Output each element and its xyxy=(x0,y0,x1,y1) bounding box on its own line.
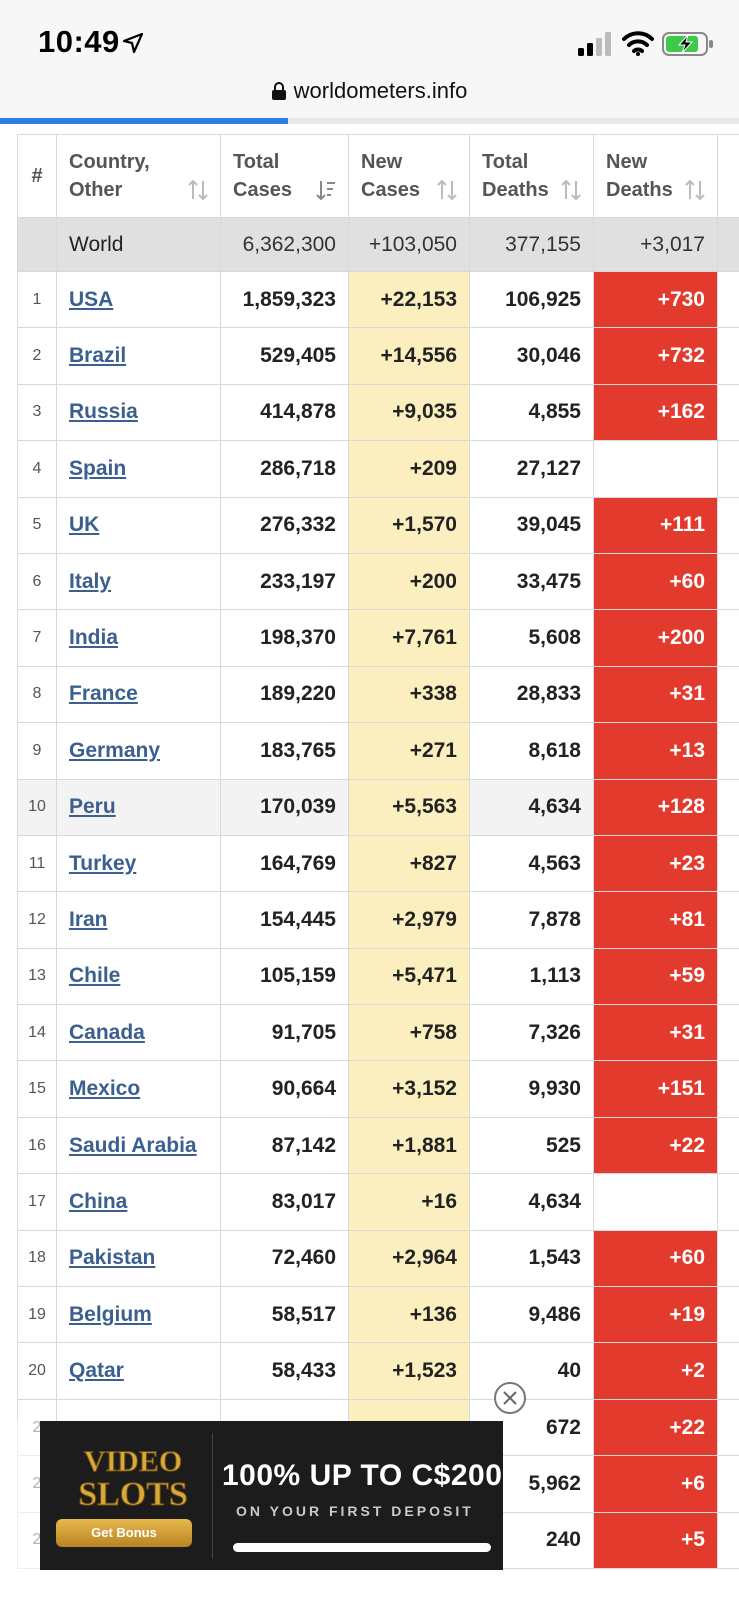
row-total-deaths: 4,563 xyxy=(470,835,594,891)
sort-icon[interactable] xyxy=(561,179,581,201)
world-total-cases: 6,362,300 xyxy=(221,218,349,272)
row-total-deaths: 7,326 xyxy=(470,1005,594,1061)
row-new-deaths: +200 xyxy=(594,610,718,666)
row-extra xyxy=(718,1117,739,1173)
row-num: 5 xyxy=(18,497,57,553)
table-row xyxy=(18,1174,739,1230)
row-new-cases: +209 xyxy=(349,441,470,497)
row-extra xyxy=(718,553,739,609)
table-row xyxy=(18,892,739,948)
row-extra xyxy=(718,497,739,553)
row-total-deaths: 525 xyxy=(470,1117,594,1173)
covid-table xyxy=(17,134,739,1569)
table-row xyxy=(18,948,739,1004)
row-extra xyxy=(718,1399,739,1455)
table-row xyxy=(18,1230,739,1286)
row-extra xyxy=(718,948,739,1004)
row-new-cases: +3,152 xyxy=(349,1061,470,1117)
row-num: 17 xyxy=(18,1174,57,1230)
row-extra xyxy=(718,328,739,384)
row-country xyxy=(57,328,221,384)
row-extra xyxy=(718,1343,739,1399)
row-country xyxy=(57,272,221,328)
lock-icon xyxy=(272,82,286,100)
row-country xyxy=(57,1287,221,1343)
header-total-cases-line2: Cases xyxy=(233,179,292,201)
status-time: 10:49 xyxy=(38,24,120,59)
row-new-deaths: +128 xyxy=(594,779,718,835)
country-link[interactable]: Saudi Arabia xyxy=(69,1133,197,1157)
row-new-deaths: +60 xyxy=(594,553,718,609)
row-total-cases: 183,765 xyxy=(221,723,349,779)
row-new-deaths xyxy=(594,441,718,497)
row-extra xyxy=(718,272,739,328)
row-country xyxy=(57,1174,221,1230)
row-num: 20 xyxy=(18,1343,57,1399)
country-link[interactable]: Mexico xyxy=(69,1077,141,1101)
row-total-deaths: 9,486 xyxy=(470,1287,594,1343)
row-extra xyxy=(718,1230,739,1286)
header-country[interactable] xyxy=(57,135,221,218)
row-extra xyxy=(718,1512,739,1568)
row-new-deaths: +151 xyxy=(594,1061,718,1117)
battery-charging-icon xyxy=(662,32,714,56)
row-total-deaths: 8,618 xyxy=(470,723,594,779)
row-extra xyxy=(718,1174,739,1230)
row-country xyxy=(57,497,221,553)
status-bar xyxy=(0,0,739,80)
row-new-deaths: +60 xyxy=(594,1230,718,1286)
row-extra xyxy=(718,779,739,835)
row-num: 19 xyxy=(18,1287,57,1343)
header-num: # xyxy=(18,135,57,218)
table-header-row xyxy=(18,135,739,218)
row-extra xyxy=(718,384,739,440)
row-country xyxy=(57,835,221,891)
page-load-progress xyxy=(0,118,739,124)
row-new-cases: +1,881 xyxy=(349,1117,470,1173)
header-new-deaths[interactable] xyxy=(594,135,718,218)
ad-headline: 100% UP TO C$200 xyxy=(222,1459,503,1492)
row-total-cases: 72,460 xyxy=(221,1230,349,1286)
ad-subline: ON YOUR FIRST DEPOSIT xyxy=(236,1503,474,1519)
table-row xyxy=(18,723,739,779)
row-new-deaths: +23 xyxy=(594,835,718,891)
country-link[interactable]: USA xyxy=(69,287,114,311)
row-total-deaths: 1,113 xyxy=(470,948,594,1004)
row-new-deaths: +31 xyxy=(594,1005,718,1061)
get-bonus-button[interactable]: Get Bonus xyxy=(56,1519,192,1547)
world-extra xyxy=(718,218,739,272)
row-country xyxy=(57,892,221,948)
row-total-cases: 529,405 xyxy=(221,328,349,384)
row-new-deaths: +162 xyxy=(594,384,718,440)
row-total-cases: 58,433 xyxy=(221,1343,349,1399)
world-row xyxy=(18,218,739,272)
row-total-deaths: 7,878 xyxy=(470,892,594,948)
row-total-cases: 414,878 xyxy=(221,384,349,440)
row-new-deaths: +730 xyxy=(594,272,718,328)
row-new-deaths xyxy=(594,1174,718,1230)
row-country xyxy=(57,1343,221,1399)
url-text: worldometers.info xyxy=(293,78,468,103)
row-new-cases: +7,761 xyxy=(349,610,470,666)
row-total-cases: 58,517 xyxy=(221,1287,349,1343)
ad-divider xyxy=(212,1433,213,1559)
country-link[interactable]: Pakistan xyxy=(69,1246,156,1270)
row-new-cases: +1,570 xyxy=(349,497,470,553)
location-arrow-icon xyxy=(122,32,144,54)
country-link[interactable]: Spain xyxy=(69,456,127,480)
row-new-deaths: +2 xyxy=(594,1343,718,1399)
header-country-line2: Other xyxy=(69,179,123,201)
row-num: 6 xyxy=(18,553,57,609)
row-total-deaths: 9,930 xyxy=(470,1061,594,1117)
header-total-cases[interactable] xyxy=(221,135,349,218)
row-country xyxy=(57,610,221,666)
sort-icon[interactable] xyxy=(685,179,705,201)
row-new-deaths: +5 xyxy=(594,1512,718,1568)
table-row xyxy=(18,328,739,384)
row-new-deaths: +19 xyxy=(594,1287,718,1343)
country-link[interactable]: India xyxy=(69,626,119,650)
country-link[interactable]: France xyxy=(69,682,138,706)
header-total-deaths-line1: Total xyxy=(482,151,529,173)
row-new-cases: +9,035 xyxy=(349,384,470,440)
row-num: 12 xyxy=(18,892,57,948)
row-total-deaths: 5,608 xyxy=(470,610,594,666)
row-new-cases: +271 xyxy=(349,723,470,779)
world-num xyxy=(18,218,57,272)
row-total-deaths: 4,634 xyxy=(470,1174,594,1230)
sort-icon[interactable] xyxy=(437,179,457,201)
table-row xyxy=(18,553,739,609)
row-num: 7 xyxy=(18,610,57,666)
row-country xyxy=(57,384,221,440)
row-total-cases: 154,445 xyxy=(221,892,349,948)
row-num: 1 xyxy=(18,272,57,328)
table-row xyxy=(18,1005,739,1061)
cellular-signal-icon xyxy=(578,32,614,56)
row-country xyxy=(57,779,221,835)
world-total-deaths: 377,155 xyxy=(470,218,594,272)
row-new-deaths: +13 xyxy=(594,723,718,779)
ad-close-button[interactable] xyxy=(494,1382,526,1414)
row-num: 4 xyxy=(18,441,57,497)
row-total-deaths: 1,543 xyxy=(470,1230,594,1286)
country-link[interactable]: Qatar xyxy=(69,1359,124,1383)
world-new-cases: +103,050 xyxy=(349,218,470,272)
row-new-cases: +200 xyxy=(349,553,470,609)
row-new-deaths: +6 xyxy=(594,1456,718,1512)
table-row xyxy=(18,666,739,722)
country-link[interactable]: Brazil xyxy=(69,344,127,368)
header-country-line1: Country, xyxy=(69,151,150,173)
row-new-cases: +14,556 xyxy=(349,328,470,384)
row-total-cases: 1,859,323 xyxy=(221,272,349,328)
country-link[interactable]: China xyxy=(69,1189,128,1213)
row-total-cases: 105,159 xyxy=(221,948,349,1004)
row-num: 18 xyxy=(18,1230,57,1286)
wifi-icon xyxy=(622,30,654,56)
country-link[interactable]: Russia xyxy=(69,400,138,424)
row-extra xyxy=(718,1061,739,1117)
table-row xyxy=(18,441,739,497)
row-new-cases: +5,471 xyxy=(349,948,470,1004)
row-extra xyxy=(718,1456,739,1512)
table-row xyxy=(18,384,739,440)
row-new-deaths: +732 xyxy=(594,328,718,384)
row-total-cases: 189,220 xyxy=(221,666,349,722)
row-num: 3 xyxy=(18,384,57,440)
row-num: 9 xyxy=(18,723,57,779)
sort-desc-icon[interactable] xyxy=(316,179,336,201)
row-new-cases: +22,153 xyxy=(349,272,470,328)
row-num: 16 xyxy=(18,1117,57,1173)
row-extra xyxy=(718,892,739,948)
header-new-cases-line1: New xyxy=(361,151,403,173)
row-new-cases: +2,979 xyxy=(349,892,470,948)
row-total-deaths: 4,855 xyxy=(470,384,594,440)
row-new-deaths: +59 xyxy=(594,948,718,1004)
row-total-deaths: 240 xyxy=(470,1512,594,1568)
row-new-cases: +758 xyxy=(349,1005,470,1061)
row-country xyxy=(57,441,221,497)
close-icon xyxy=(502,1390,518,1406)
row-num: 14 xyxy=(18,1005,57,1061)
row-num: 15 xyxy=(18,1061,57,1117)
row-total-cases: 198,370 xyxy=(221,610,349,666)
country-link[interactable]: Germany xyxy=(69,738,161,762)
header-total-cases-line1: Total xyxy=(233,151,280,173)
country-link[interactable]: Peru xyxy=(69,795,116,819)
row-new-deaths: +31 xyxy=(594,666,718,722)
row-num: 11 xyxy=(18,835,57,891)
header-extra xyxy=(718,135,739,218)
row-num: 10 xyxy=(18,779,57,835)
row-extra xyxy=(718,666,739,722)
row-total-deaths: 28,833 xyxy=(470,666,594,722)
table-row xyxy=(18,497,739,553)
row-num: 13 xyxy=(18,948,57,1004)
country-link[interactable]: Canada xyxy=(69,1020,145,1044)
row-total-cases: 83,017 xyxy=(221,1174,349,1230)
covid-table-container[interactable] xyxy=(17,134,739,1600)
row-country xyxy=(57,948,221,1004)
home-indicator[interactable] xyxy=(233,1543,491,1552)
country-link[interactable]: UK xyxy=(69,513,100,537)
row-total-deaths: 33,475 xyxy=(470,553,594,609)
row-country xyxy=(57,1005,221,1061)
country-link[interactable]: Iran xyxy=(69,907,108,931)
table-row xyxy=(18,272,739,328)
table-row xyxy=(18,1287,739,1343)
row-new-cases: +338 xyxy=(349,666,470,722)
row-new-cases: +16 xyxy=(349,1174,470,1230)
world-new-deaths: +3,017 xyxy=(594,218,718,272)
row-total-cases: 164,769 xyxy=(221,835,349,891)
row-total-deaths: 106,925 xyxy=(470,272,594,328)
row-extra xyxy=(718,1287,739,1343)
row-new-deaths: +81 xyxy=(594,892,718,948)
row-total-deaths: 30,046 xyxy=(470,328,594,384)
header-total-deaths[interactable] xyxy=(470,135,594,218)
row-new-cases: +5,563 xyxy=(349,779,470,835)
country-link[interactable]: Italy xyxy=(69,569,112,593)
row-extra xyxy=(718,610,739,666)
table-row xyxy=(18,1061,739,1117)
ad-logo-line1: VIDEO xyxy=(83,1445,183,1478)
world-country: World xyxy=(57,218,221,272)
row-num: 8 xyxy=(18,666,57,722)
row-total-deaths: 39,045 xyxy=(470,497,594,553)
row-country xyxy=(57,1061,221,1117)
table-row xyxy=(18,779,739,835)
country-link[interactable]: Chile xyxy=(69,964,121,988)
table-row xyxy=(18,610,739,666)
header-new-deaths-line2: Deaths xyxy=(606,179,673,201)
row-extra xyxy=(718,441,739,497)
row-new-deaths: +111 xyxy=(594,497,718,553)
header-total-deaths-line2: Deaths xyxy=(482,179,549,201)
row-country xyxy=(57,1230,221,1286)
ad-logo-line2: SLOTS xyxy=(78,1476,188,1513)
row-total-cases: 233,197 xyxy=(221,553,349,609)
header-new-cases[interactable] xyxy=(349,135,470,218)
country-link[interactable]: Belgium xyxy=(69,1302,152,1326)
row-total-cases: 87,142 xyxy=(221,1117,349,1173)
address-bar[interactable] xyxy=(0,76,739,120)
row-country xyxy=(57,553,221,609)
country-link[interactable]: Turkey xyxy=(69,851,137,875)
row-total-cases: 170,039 xyxy=(221,779,349,835)
page-load-progress-fill xyxy=(0,118,288,124)
row-new-cases: +2,964 xyxy=(349,1230,470,1286)
row-country xyxy=(57,666,221,722)
row-total-deaths: 4,634 xyxy=(470,779,594,835)
row-total-deaths: 672 xyxy=(470,1399,594,1455)
video-slots-logo xyxy=(54,1433,212,1523)
row-new-cases: +136 xyxy=(349,1287,470,1343)
table-row xyxy=(18,1117,739,1173)
row-total-deaths: 5,962 xyxy=(470,1456,594,1512)
row-country xyxy=(57,1117,221,1173)
row-total-deaths: 40 xyxy=(470,1343,594,1399)
table-row xyxy=(18,835,739,891)
row-extra xyxy=(718,1005,739,1061)
row-total-cases: 91,705 xyxy=(221,1005,349,1061)
row-total-cases: 286,718 xyxy=(221,441,349,497)
row-new-deaths: +22 xyxy=(594,1117,718,1173)
row-total-cases: 90,664 xyxy=(221,1061,349,1117)
ad-overlay-fade xyxy=(0,1420,40,1600)
header-new-cases-line2: Cases xyxy=(361,179,420,201)
row-country xyxy=(57,723,221,779)
row-total-cases: 276,332 xyxy=(221,497,349,553)
table-row xyxy=(18,1343,739,1399)
row-new-cases: +827 xyxy=(349,835,470,891)
header-new-deaths-line1: New xyxy=(606,151,648,173)
row-new-cases: +1,523 xyxy=(349,1343,470,1399)
row-new-deaths: +22 xyxy=(594,1399,718,1455)
sort-icon[interactable] xyxy=(188,179,208,201)
row-extra xyxy=(718,723,739,779)
row-extra xyxy=(718,835,739,891)
row-total-deaths: 27,127 xyxy=(470,441,594,497)
row-num: 2 xyxy=(18,328,57,384)
